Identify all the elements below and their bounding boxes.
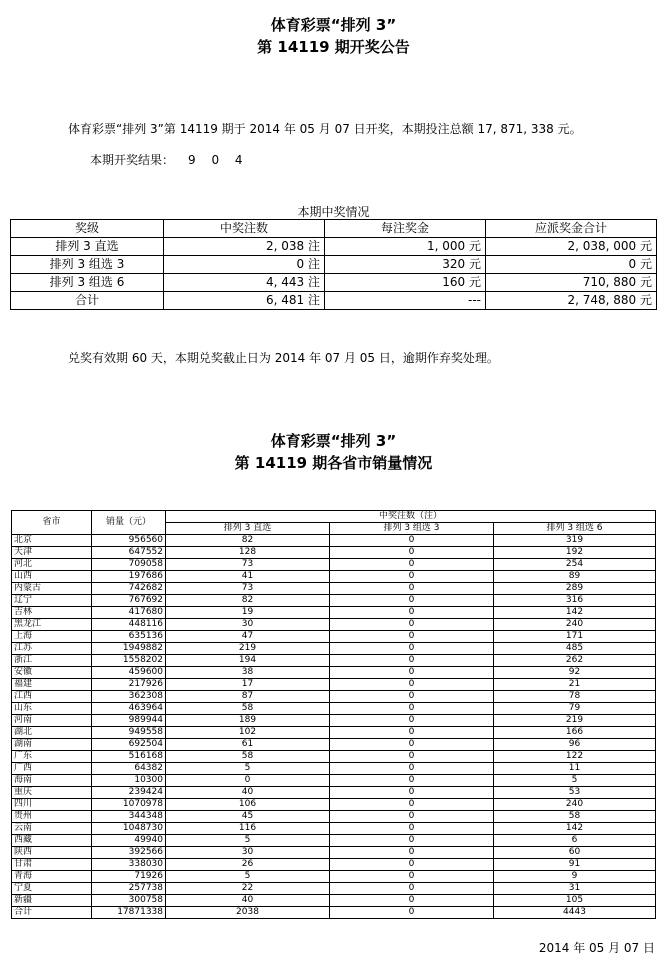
group3-winners-cell: 0 xyxy=(330,859,494,871)
sales-row xyxy=(12,787,656,799)
announcement-text: 体育彩票“排列 3”第 14119 期于 2014 年 05 月 07 日开奖，本期投注总额 17, 871, 338 元。 xyxy=(68,122,582,136)
straight-winners-cell: 219 xyxy=(166,643,330,655)
prize-header-cell: 应派奖金合计 xyxy=(486,220,657,238)
group6-winners-cell: 319 xyxy=(494,535,656,547)
province-cell: 河南 xyxy=(12,715,92,727)
province-cell: 辽宁 xyxy=(12,595,92,607)
province-cell: 山东 xyxy=(12,703,92,715)
sales-row xyxy=(12,535,656,547)
straight-winners-cell: 189 xyxy=(166,715,330,727)
group3-winners-cell: 0 xyxy=(330,607,494,619)
straight-winners-cell: 61 xyxy=(166,739,330,751)
straight-winners-cell: 58 xyxy=(166,751,330,763)
sales-table-body xyxy=(12,535,656,919)
province-cell: 重庆 xyxy=(12,787,92,799)
group6-winners-cell: 79 xyxy=(494,703,656,715)
sales-row xyxy=(12,595,656,607)
sales-row xyxy=(12,883,656,895)
group3-winners-cell: 0 xyxy=(330,727,494,739)
sales-amount-cell: 17871338 xyxy=(92,907,166,919)
sales-amount-cell: 362308 xyxy=(92,691,166,703)
sales-amount-cell: 709058 xyxy=(92,559,166,571)
province-cell: 上海 xyxy=(12,631,92,643)
sales-subheader-cell: 排列 3 组选 6 xyxy=(494,523,656,535)
group6-winners-cell: 60 xyxy=(494,847,656,859)
prize-header-cell: 奖级 xyxy=(11,220,164,238)
province-cell: 内蒙古 xyxy=(12,583,92,595)
sales-amount-cell: 64382 xyxy=(92,763,166,775)
prize-amount: 160 元 xyxy=(325,274,486,292)
group6-winners-cell: 142 xyxy=(494,607,656,619)
group3-winners-cell: 0 xyxy=(330,895,494,907)
group3-winners-cell: 0 xyxy=(330,619,494,631)
group6-winners-cell: 89 xyxy=(494,571,656,583)
sales-amount-cell: 1070978 xyxy=(92,799,166,811)
sales-amount-cell: 392566 xyxy=(92,847,166,859)
prize-header-cell: 中奖注数 xyxy=(164,220,325,238)
sales-header-row xyxy=(12,511,656,523)
sales-amount-cell: 1558202 xyxy=(92,655,166,667)
group6-winners-cell: 254 xyxy=(494,559,656,571)
footer-date: 2014 年 05 月 07 日 xyxy=(538,941,655,955)
sales-row xyxy=(12,847,656,859)
group3-winners-cell: 0 xyxy=(330,775,494,787)
prize-total: 2, 748, 880 元 xyxy=(486,292,657,310)
draw-result-numbers: 9 0 4 xyxy=(188,153,249,167)
group6-winners-cell: 92 xyxy=(494,667,656,679)
straight-winners-cell: 82 xyxy=(166,535,330,547)
sales-amount-cell: 300758 xyxy=(92,895,166,907)
sales-row xyxy=(12,667,656,679)
sales-row xyxy=(12,691,656,703)
sales-amount-cell: 71926 xyxy=(92,871,166,883)
group6-winners-cell: 6 xyxy=(494,835,656,847)
prize-total: 0 元 xyxy=(486,256,657,274)
group6-winners-cell: 5 xyxy=(494,775,656,787)
sales-row xyxy=(12,607,656,619)
sales-header-group: 中奖注数（注） xyxy=(166,511,656,523)
prize-winners: 6, 481 注 xyxy=(164,292,325,310)
sales-row xyxy=(12,571,656,583)
group3-winners-cell: 0 xyxy=(330,631,494,643)
province-cell: 安徽 xyxy=(12,667,92,679)
province-cell: 黑龙江 xyxy=(12,619,92,631)
group3-winners-cell: 0 xyxy=(330,847,494,859)
province-cell: 青海 xyxy=(12,871,92,883)
sales-amount-cell: 338030 xyxy=(92,859,166,871)
sales-amount-cell: 1048730 xyxy=(92,823,166,835)
straight-winners-cell: 19 xyxy=(166,607,330,619)
group3-winners-cell: 0 xyxy=(330,595,494,607)
straight-winners-cell: 128 xyxy=(166,547,330,559)
straight-winners-cell: 2038 xyxy=(166,907,330,919)
group6-winners-cell: 240 xyxy=(494,619,656,631)
prize-table-caption: 本期中奖情况 xyxy=(297,205,370,219)
sales-row xyxy=(12,751,656,763)
sales-row xyxy=(12,859,656,871)
straight-winners-cell: 5 xyxy=(166,835,330,847)
straight-winners-cell: 26 xyxy=(166,859,330,871)
sales-row xyxy=(12,679,656,691)
draw-result-label: 本期开奖结果： xyxy=(90,153,175,167)
prize-amount: --- xyxy=(325,292,486,310)
sales-total-row xyxy=(12,907,656,919)
province-cell: 海南 xyxy=(12,775,92,787)
sales-row xyxy=(12,811,656,823)
province-cell: 新疆 xyxy=(12,895,92,907)
group3-winners-cell: 0 xyxy=(330,691,494,703)
prize-total: 2, 038, 000 元 xyxy=(486,238,657,256)
sales-row xyxy=(12,715,656,727)
group3-winners-cell: 0 xyxy=(330,559,494,571)
group3-winners-cell: 0 xyxy=(330,811,494,823)
province-cell: 广东 xyxy=(12,751,92,763)
straight-winners-cell: 73 xyxy=(166,559,330,571)
group6-winners-cell: 53 xyxy=(494,787,656,799)
straight-winners-cell: 102 xyxy=(166,727,330,739)
province-cell: 福建 xyxy=(12,679,92,691)
group6-winners-cell: 262 xyxy=(494,655,656,667)
sales-row xyxy=(12,739,656,751)
straight-winners-cell: 0 xyxy=(166,775,330,787)
sales-row xyxy=(12,619,656,631)
sales-amount-cell: 463964 xyxy=(92,703,166,715)
province-cell: 天津 xyxy=(12,547,92,559)
province-cell: 江西 xyxy=(12,691,92,703)
group6-winners-cell: 192 xyxy=(494,547,656,559)
group3-winners-cell: 0 xyxy=(330,823,494,835)
straight-winners-cell: 73 xyxy=(166,583,330,595)
sales-amount-cell: 239424 xyxy=(92,787,166,799)
province-cell: 河北 xyxy=(12,559,92,571)
province-cell: 宁夏 xyxy=(12,883,92,895)
group3-winners-cell: 0 xyxy=(330,799,494,811)
group6-winners-cell: 219 xyxy=(494,715,656,727)
straight-winners-cell: 45 xyxy=(166,811,330,823)
straight-winners-cell: 5 xyxy=(166,763,330,775)
prize-table-total-row xyxy=(11,292,657,310)
group6-winners-cell: 105 xyxy=(494,895,656,907)
straight-winners-cell: 116 xyxy=(166,823,330,835)
group6-winners-cell: 240 xyxy=(494,799,656,811)
sales-amount-cell: 49940 xyxy=(92,835,166,847)
sales-row xyxy=(12,655,656,667)
sales-row xyxy=(12,727,656,739)
sales-amount-cell: 949558 xyxy=(92,727,166,739)
group6-winners-cell: 289 xyxy=(494,583,656,595)
group6-winners-cell: 316 xyxy=(494,595,656,607)
group3-winners-cell: 0 xyxy=(330,871,494,883)
sales-table xyxy=(11,510,656,919)
group6-winners-cell: 91 xyxy=(494,859,656,871)
sales-amount-cell: 767692 xyxy=(92,595,166,607)
province-cell: 云南 xyxy=(12,823,92,835)
sales-amount-cell: 516168 xyxy=(92,751,166,763)
sales-amount-cell: 647552 xyxy=(92,547,166,559)
prize-winners: 4, 443 注 xyxy=(164,274,325,292)
group6-winners-cell: 21 xyxy=(494,679,656,691)
sales-row xyxy=(12,895,656,907)
straight-winners-cell: 30 xyxy=(166,847,330,859)
straight-winners-cell: 40 xyxy=(166,895,330,907)
group6-winners-cell: 78 xyxy=(494,691,656,703)
page-title: 体育彩票“排列 3” xyxy=(270,16,397,34)
sales-title: 体育彩票“排列 3” xyxy=(270,432,397,450)
group6-winners-cell: 166 xyxy=(494,727,656,739)
group6-winners-cell: 58 xyxy=(494,811,656,823)
group6-winners-cell: 122 xyxy=(494,751,656,763)
group3-winners-cell: 0 xyxy=(330,835,494,847)
sales-subheader-cell: 排列 3 直选 xyxy=(166,523,330,535)
straight-winners-cell: 87 xyxy=(166,691,330,703)
province-cell: 陕西 xyxy=(12,847,92,859)
straight-winners-cell: 40 xyxy=(166,787,330,799)
sales-header-sales: 销量（元） xyxy=(92,511,166,535)
straight-winners-cell: 58 xyxy=(166,703,330,715)
straight-winners-cell: 5 xyxy=(166,871,330,883)
group3-winners-cell: 0 xyxy=(330,763,494,775)
sales-amount-cell: 989944 xyxy=(92,715,166,727)
sales-amount-cell: 448116 xyxy=(92,619,166,631)
group3-winners-cell: 0 xyxy=(330,751,494,763)
group3-winners-cell: 0 xyxy=(330,571,494,583)
sales-row xyxy=(12,547,656,559)
group6-winners-cell: 4443 xyxy=(494,907,656,919)
prize-table-row xyxy=(11,274,657,292)
prize-table xyxy=(10,219,657,310)
sales-row xyxy=(12,823,656,835)
page-subtitle: 第 14119 期开奖公告 xyxy=(257,38,410,56)
province-cell: 广西 xyxy=(12,763,92,775)
prize-level: 排列 3 组选 3 xyxy=(11,256,164,274)
sales-row xyxy=(12,775,656,787)
province-cell: 江苏 xyxy=(12,643,92,655)
straight-winners-cell: 30 xyxy=(166,619,330,631)
prize-level: 排列 3 组选 6 xyxy=(11,274,164,292)
province-cell: 山西 xyxy=(12,571,92,583)
prize-total: 710, 880 元 xyxy=(486,274,657,292)
group3-winners-cell: 0 xyxy=(330,679,494,691)
sales-row xyxy=(12,559,656,571)
sales-amount-cell: 10300 xyxy=(92,775,166,787)
prize-level: 排列 3 直选 xyxy=(11,238,164,256)
group6-winners-cell: 171 xyxy=(494,631,656,643)
group6-winners-cell: 96 xyxy=(494,739,656,751)
straight-winners-cell: 41 xyxy=(166,571,330,583)
group3-winners-cell: 0 xyxy=(330,535,494,547)
prize-header-cell: 每注奖金 xyxy=(325,220,486,238)
group3-winners-cell: 0 xyxy=(330,583,494,595)
sales-amount-cell: 692504 xyxy=(92,739,166,751)
group3-winners-cell: 0 xyxy=(330,787,494,799)
prize-table-header-row xyxy=(11,220,657,238)
sales-amount-cell: 197686 xyxy=(92,571,166,583)
province-cell: 甘肃 xyxy=(12,859,92,871)
sales-amount-cell: 1949882 xyxy=(92,643,166,655)
province-cell: 湖南 xyxy=(12,739,92,751)
group6-winners-cell: 11 xyxy=(494,763,656,775)
prize-winners: 0 注 xyxy=(164,256,325,274)
sales-row xyxy=(12,703,656,715)
sales-row xyxy=(12,631,656,643)
group3-winners-cell: 0 xyxy=(330,883,494,895)
straight-winners-cell: 194 xyxy=(166,655,330,667)
sales-amount-cell: 459600 xyxy=(92,667,166,679)
group3-winners-cell: 0 xyxy=(330,643,494,655)
province-cell: 湖北 xyxy=(12,727,92,739)
straight-winners-cell: 38 xyxy=(166,667,330,679)
sales-amount-cell: 956560 xyxy=(92,535,166,547)
prize-amount: 1, 000 元 xyxy=(325,238,486,256)
validity-note: 兑奖有效期 60 天，本期兑奖截止日为 2014 年 07 月 05 日，逾期作弃奖处理。 xyxy=(68,351,499,365)
province-cell: 合计 xyxy=(12,907,92,919)
province-cell: 吉林 xyxy=(12,607,92,619)
sales-subtitle: 第 14119 期各省市销量情况 xyxy=(234,454,433,472)
group3-winners-cell: 0 xyxy=(330,907,494,919)
sales-row xyxy=(12,643,656,655)
straight-winners-cell: 47 xyxy=(166,631,330,643)
group6-winners-cell: 142 xyxy=(494,823,656,835)
straight-winners-cell: 106 xyxy=(166,799,330,811)
province-cell: 浙江 xyxy=(12,655,92,667)
sales-row xyxy=(12,871,656,883)
prize-table-row xyxy=(11,238,657,256)
sales-amount-cell: 257738 xyxy=(92,883,166,895)
province-cell: 贵州 xyxy=(12,811,92,823)
group6-winners-cell: 485 xyxy=(494,643,656,655)
sales-subheader-cell: 排列 3 组选 3 xyxy=(330,523,494,535)
group3-winners-cell: 0 xyxy=(330,739,494,751)
group6-winners-cell: 31 xyxy=(494,883,656,895)
prize-table-row xyxy=(11,256,657,274)
sales-row xyxy=(12,799,656,811)
sales-amount-cell: 217926 xyxy=(92,679,166,691)
sales-row xyxy=(12,763,656,775)
group6-winners-cell: 9 xyxy=(494,871,656,883)
straight-winners-cell: 17 xyxy=(166,679,330,691)
group3-winners-cell: 0 xyxy=(330,655,494,667)
draw-result xyxy=(90,151,249,168)
group3-winners-cell: 0 xyxy=(330,547,494,559)
sales-amount-cell: 635136 xyxy=(92,631,166,643)
province-cell: 四川 xyxy=(12,799,92,811)
sales-amount-cell: 742682 xyxy=(92,583,166,595)
prize-winners: 2, 038 注 xyxy=(164,238,325,256)
prize-level: 合计 xyxy=(11,292,164,310)
sales-row xyxy=(12,835,656,847)
sales-row xyxy=(12,583,656,595)
province-cell: 北京 xyxy=(12,535,92,547)
prize-amount: 320 元 xyxy=(325,256,486,274)
straight-winners-cell: 22 xyxy=(166,883,330,895)
group3-winners-cell: 0 xyxy=(330,703,494,715)
sales-header-province: 省市 xyxy=(12,511,92,535)
group3-winners-cell: 0 xyxy=(330,667,494,679)
straight-winners-cell: 82 xyxy=(166,595,330,607)
sales-amount-cell: 344348 xyxy=(92,811,166,823)
group3-winners-cell: 0 xyxy=(330,715,494,727)
sales-amount-cell: 417680 xyxy=(92,607,166,619)
province-cell: 西藏 xyxy=(12,835,92,847)
